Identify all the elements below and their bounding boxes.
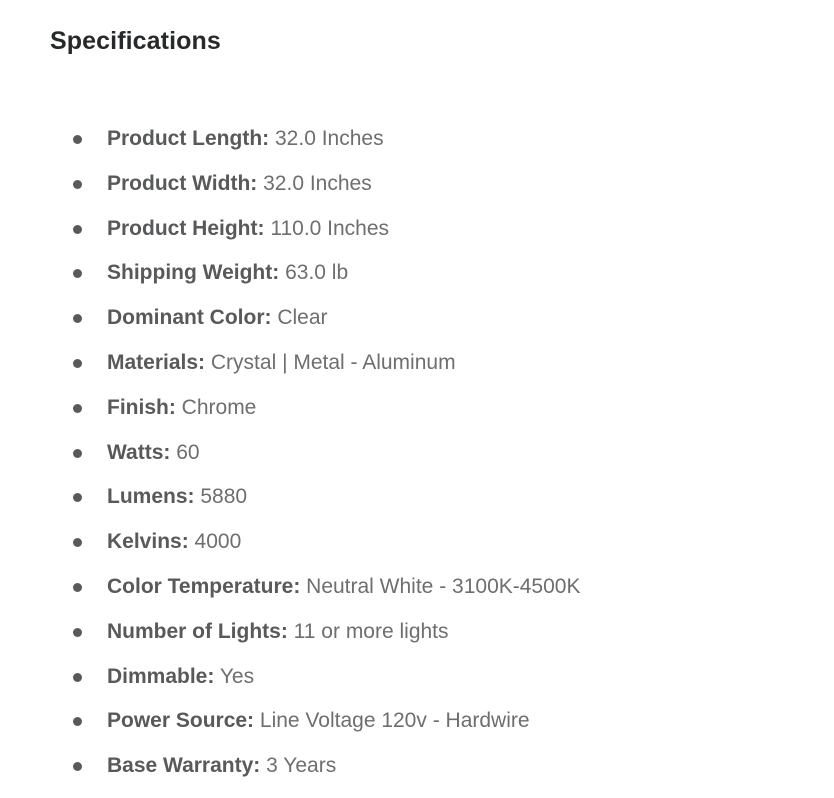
spec-value: Clear [277,306,328,330]
spec-label: Materials: [107,350,206,374]
spec-item [73,386,834,431]
spec-value: 110.0 Inches [270,216,390,240]
spec-value: 5880 [200,485,248,509]
spec-item [73,296,834,341]
spec-label: Lumens: [107,485,195,509]
spec-item [73,655,834,700]
spec-item [73,162,834,207]
spec-item [73,207,834,252]
spec-label: Color Temperature: [107,574,301,598]
spec-item [73,520,834,565]
spec-value: 32.0 Inches [263,171,372,195]
spec-label: Power Source: [107,709,255,733]
spec-item [73,341,834,386]
spec-label: Watts: [107,440,171,464]
spec-value: 11 or more lights [293,619,449,643]
spec-item [73,565,834,610]
spec-label: Shipping Weight: [107,261,280,285]
spec-value: 60 [176,440,200,464]
spec-item [73,431,834,476]
spec-item [73,117,834,162]
spec-value: 32.0 Inches [275,127,384,150]
spec-value: 3 Years [266,754,337,778]
spec-item [73,475,834,520]
spec-label: Product Width: [107,171,258,195]
spec-value: 4000 [194,530,242,554]
spec-value: Chrome [181,395,257,419]
spec-value: 63.0 lb [285,261,349,285]
spec-value: Line Voltage 120v - Hardwire [259,709,530,733]
spec-value: Yes [219,664,255,688]
spec-label: Kelvins: [107,530,189,554]
spec-item [73,251,834,296]
spec-item [73,744,834,789]
spec-label: Dominant Color: [107,306,272,330]
spec-label: Base Warranty: [107,754,261,778]
spec-label: Finish: [107,395,176,419]
spec-item [73,610,834,655]
spec-label: Dimmable: [107,664,215,688]
spec-label: Number of Lights: [107,619,288,643]
specifications-list [0,117,834,789]
section-title: Specifications [50,27,221,55]
spec-label: Product Height: [107,216,265,240]
spec-label: Product Length: [107,127,270,150]
spec-value: Neutral White - 3100K-4500K [306,574,581,598]
spec-value: Crystal | Metal - Aluminum [210,350,456,374]
spec-item [73,699,834,744]
